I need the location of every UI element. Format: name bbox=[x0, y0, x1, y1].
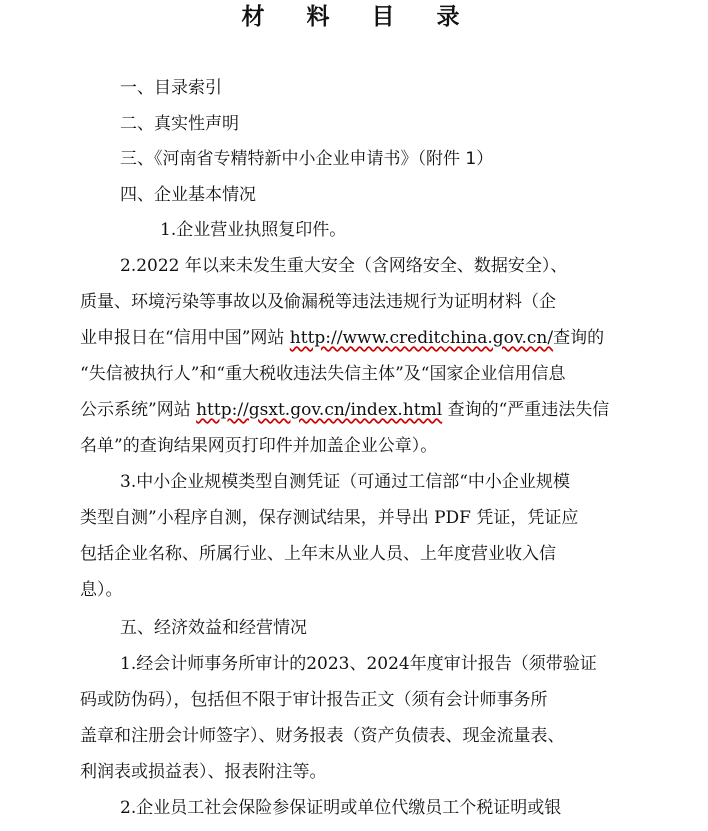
item-social-insurance bbox=[80, 790, 628, 826]
section-heading-economics: 五、经济效益和经营情况 bbox=[120, 618, 307, 638]
item-line bbox=[80, 392, 628, 428]
item-line: 3.中小企业规模类型自测凭证（可通过工信部“中小企业规模 bbox=[120, 472, 570, 492]
item-line: 类型自测”小程序自测，保存测试结果，并导出 PDF 凭证，凭证应 bbox=[80, 508, 579, 528]
item-line: 名单”的查询结果网页打印件并加盖企业公章）。 bbox=[80, 436, 438, 456]
creditchina-link[interactable]: http://www.creditchina.gov.cn/ bbox=[289, 328, 554, 348]
item-audit-report bbox=[80, 646, 628, 790]
item-line: 息）。 bbox=[80, 580, 123, 600]
section-heading-declaration: 二、真实性声明 bbox=[120, 114, 239, 134]
item-line bbox=[80, 320, 628, 356]
item-line: 包括企业名称、所属行业、上年末从业人员、上年度营业收入信 bbox=[80, 544, 556, 564]
gsxt-link[interactable]: http://gsxt.gov.cn/index.html bbox=[196, 400, 443, 420]
item-line: 利润表或损益表）、报表附注等。 bbox=[80, 762, 327, 782]
item-line: 盖章和注册会计师签字）、财务报表（资产负债表、现金流量表、 bbox=[80, 726, 565, 746]
item-text: 查询的 bbox=[553, 328, 605, 348]
page-title: 材 料 目 录 bbox=[241, 3, 477, 30]
section-heading-index: 一、目录索引 bbox=[120, 78, 222, 98]
item-business-license bbox=[80, 212, 628, 248]
item-line: 质量、环境污染等事故以及偷漏税等违法违规行为证明材料（企 bbox=[80, 292, 556, 312]
item-line: 2.2022 年以来未发生重大安全（含网络安全、数据安全）、 bbox=[120, 256, 568, 276]
item-text: 查询的“严重违法失信 bbox=[442, 400, 610, 420]
item-line: 1.企业营业执照复印件。 bbox=[160, 220, 347, 240]
item-line: 2.企业员工社会保险参保证明或单位代缴员工个税证明或银 bbox=[120, 798, 562, 818]
item-text: 业申报日在“信用中国”网站 bbox=[80, 328, 290, 348]
item-text: 公示系统”网站 bbox=[80, 400, 197, 420]
item-line: 1.经会计师事务所审计的2023、2024年度审计报告（须带验证 bbox=[120, 654, 597, 674]
section-heading-application: 三、《河南省专精特新中小企业申请书》（附件 1） bbox=[120, 149, 494, 169]
section-heading-basic-info: 四、企业基本情况 bbox=[120, 185, 256, 205]
item-line: “失信被执行人”和“重大税收违法失信主体”及“国家企业信用信息 bbox=[80, 364, 566, 384]
item-scale-self-test bbox=[80, 464, 628, 608]
item-line: 码或防伪码），包括但不限于审计报告正文（须有会计师事务所 bbox=[80, 690, 548, 710]
item-compliance-proof bbox=[80, 248, 628, 464]
